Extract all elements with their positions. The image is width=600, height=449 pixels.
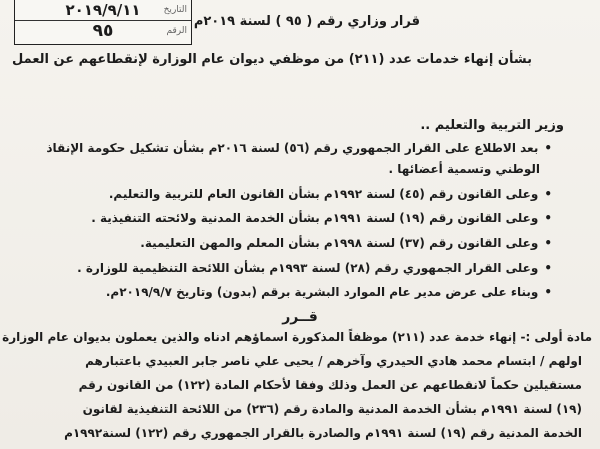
article-line: اولهم / ابتسام محمد هادي الحيدري وآخرهم / يحيى علي ناصر جابر العبيدي باعتبارهم xyxy=(85,354,582,368)
recital-text: وعلى القانون رقم (٤٥) لسنة ١٩٩٢م بشأن القانون العام للتربية والتعليم. xyxy=(108,187,539,201)
decree-subject: بشأن إنهاء خدمات عدد (٢١١) من موظفي ديوان عام الوزارة لإنقطاعهم عن العمل xyxy=(12,52,532,67)
article-line: (١٩) لسنة ١٩٩١م بشأن الخدمة المدنية والمادة رقم (٢٣٦) من اللائحة التنفيذية لقانون xyxy=(82,402,582,416)
recital-item xyxy=(46,141,552,155)
recital-item xyxy=(140,236,552,250)
article-text: إنهاء خدمة عدد (٢١١) موظفاً المذكورة اسماؤهم ادناه والذين يعملون بديوان عام الوزارة xyxy=(2,330,517,344)
article-label: مادة أولى :- xyxy=(520,330,592,344)
bullet-icon: • xyxy=(544,187,552,201)
bullet-icon: • xyxy=(544,141,552,155)
recital-item xyxy=(109,187,552,201)
recital-item xyxy=(77,261,552,275)
stamp-number-label: الرقم xyxy=(166,26,187,36)
decision-heading: قــرر xyxy=(282,309,318,325)
recital-item xyxy=(388,162,540,176)
recital-text: بعد الاطلاع على القرار الجمهوري رقم (٥٦) لسنة ٢٠١٦م بشأن تشكيل حكومة الإنقاذ xyxy=(46,141,539,155)
date-number-stamp xyxy=(14,0,192,45)
recital-text: وعلى القانون رقم (٣٧) لسنة ١٩٩٨م بشأن المعلم والمهن التعليمية. xyxy=(140,236,539,250)
stamp-number-row xyxy=(15,21,191,41)
stamp-date-label: التاريخ xyxy=(163,5,187,15)
recital-text: وبناء على عرض مدير عام الموارد البشرية برقم (بدون) وتاريخ ٢٠١٩/٩/٧م. xyxy=(105,285,539,299)
decree-title: قرار وزاري رقم ( ٩٥ ) لسنة ٢٠١٩م xyxy=(193,14,420,29)
stamp-date-value: ٢٠١٩/٩/١١ xyxy=(65,1,141,19)
recital-item xyxy=(106,285,552,299)
recital-item xyxy=(91,211,552,225)
recital-text: وعلى القرار الجمهوري رقم (٢٨) لسنة ١٩٩٣م بشأن اللائحة التنظيمية للوزارة . xyxy=(77,261,539,275)
recital-text: وعلى القانون رقم (١٩) لسنة ١٩٩١م بشأن الخدمة المدنية ولائحته التنفيذية . xyxy=(91,211,539,225)
article-line: الخدمة المدنية رقم (١٩) لسنة ١٩٩١م والصادرة بالقرار الجمهوري رقم (١٢٢) لسنة١٩٩٢م xyxy=(64,426,582,440)
minister-heading: وزير التربية والتعليم .. xyxy=(420,118,564,133)
article-first-line xyxy=(2,330,592,344)
bullet-icon: • xyxy=(544,261,552,275)
article-line: مستقيلين حكماً لانقطاعهم عن العمل وذلك وفقا لأحكام المادة (١٢٢) من القانون رقم xyxy=(78,378,582,392)
recital-text: الوطني وتسمية أعضائها . xyxy=(388,162,540,176)
bullet-icon: • xyxy=(544,236,552,250)
bullet-icon: • xyxy=(544,285,552,299)
bullet-icon: • xyxy=(544,211,552,225)
stamp-date-row xyxy=(15,0,191,21)
stamp-number-value: ٩٥ xyxy=(92,21,114,41)
